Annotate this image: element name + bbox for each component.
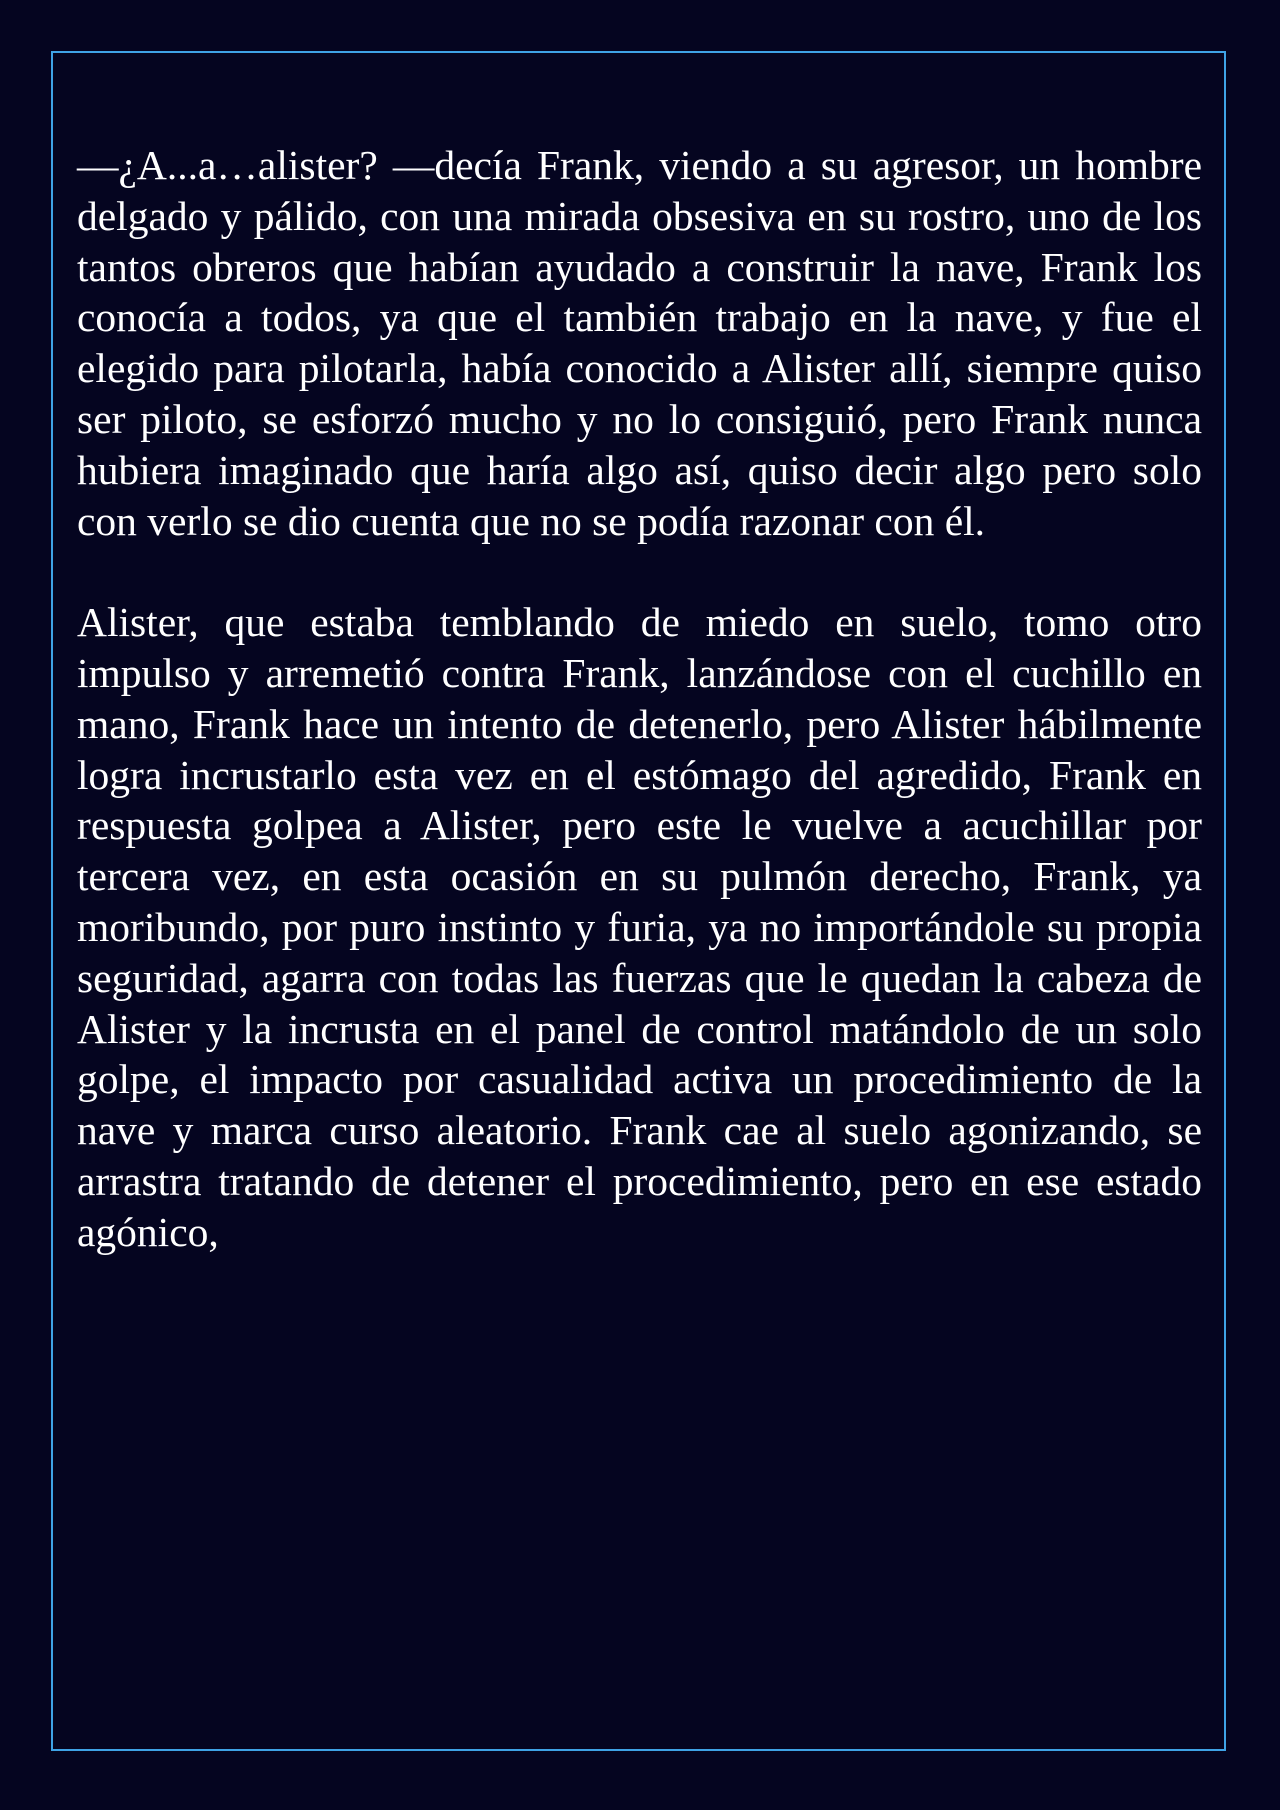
- story-text: [77, 140, 1202, 1258]
- paragraph-1: —¿A...a…alister? —decía Frank, viendo a su agresor, un hombre delgado y pálido, con una mirada obsesiva en su rostro, uno de los tantos obreros que habían ayudado a construir la nave, Frank los conocía a todos, ya que el también trabajo en la nave, y fue el elegido para pilotarla, había conocido a Alister allí, siempre quiso ser piloto, se esforzó mucho y no lo consiguió, pero Frank nunca hubiera imaginado que haría algo así, quiso decir algo pero solo con verlo se dio cuenta que no se podía razonar con él.: [77, 142, 1202, 544]
- paragraph-2: Alister, que estaba temblando de miedo en suelo, tomo otro impulso y arremetió contra Frank, lanzándose con el cuchillo en mano, Frank hace un intento de detenerlo, pero Alister hábilmente logra incrustarlo esta vez en el estómago del agredido, Frank en respuesta golpea a Alister, pero este le vuelve a acuchillar por tercera vez, en esta ocasión en su pulmón derecho, Frank, ya moribundo, por puro instinto y furia, ya no importándole su propia seguridad, agarra con todas las fuerzas que le quedan la cabeza de Alister y la incrusta en el panel de control matándolo de un solo golpe, el impacto por casualidad activa un procedimiento de la nave y marca curso aleatorio. Frank cae al suelo agonizando, se arrastra tratando de detener el procedimiento, pero en ese estado agónico,: [77, 599, 1202, 1255]
